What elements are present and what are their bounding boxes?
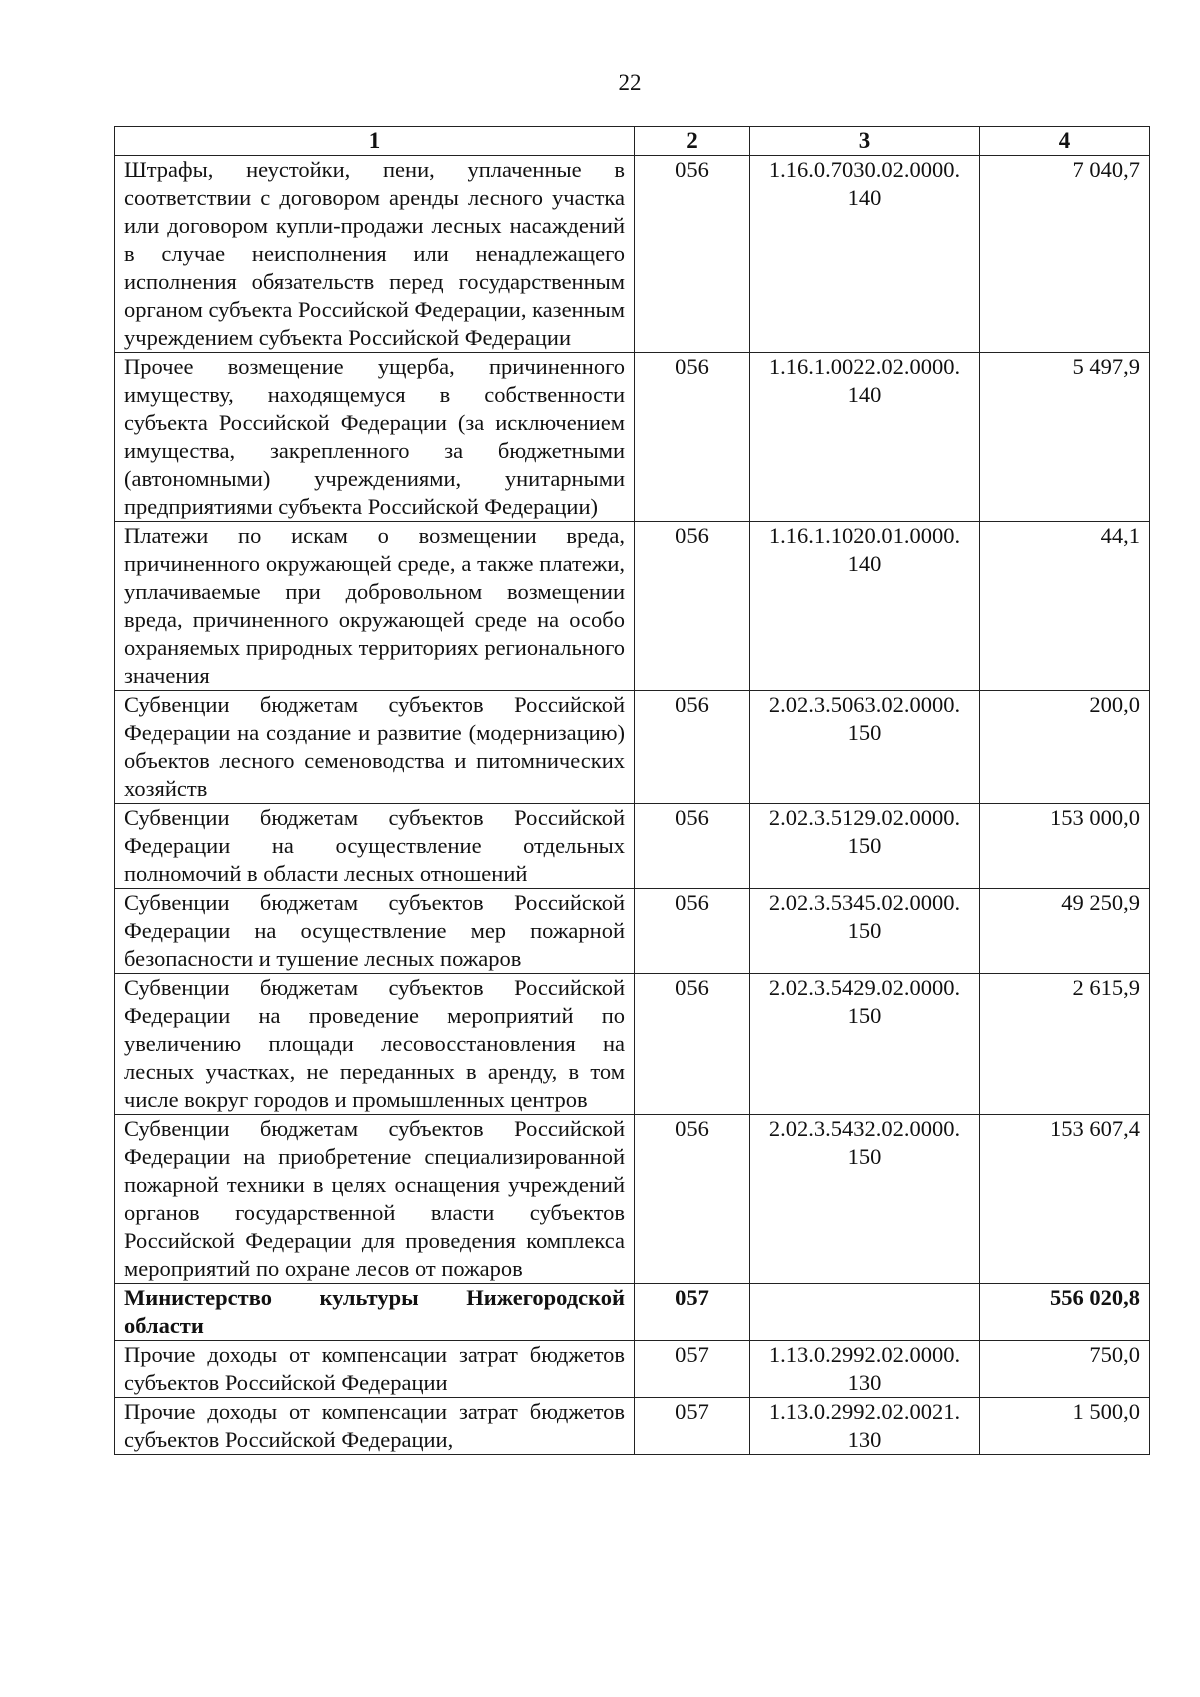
- row-kbk-code: [750, 1398, 980, 1455]
- kbk-line-1: 1.16.0.7030.02.0000.: [768, 157, 961, 182]
- kbk-line-2: 150: [847, 1003, 882, 1028]
- row-kbk-code: [750, 804, 980, 889]
- table-row: [115, 353, 1150, 522]
- kbk-line-2: 150: [847, 918, 882, 943]
- row-amount: 556 020,8: [980, 1284, 1150, 1341]
- row-kbk-code: [750, 156, 980, 353]
- row-name: Субвенции бюджетам субъектов Российской Федерации на осуществление мер пожарной безопасности и тушение лесных пожаров: [115, 889, 635, 974]
- table-row: [115, 804, 1150, 889]
- kbk-line-1: 2.02.3.5063.02.0000.: [768, 692, 961, 717]
- table-row: [115, 1341, 1150, 1398]
- kbk-line-1: 1.13.0.2992.02.0000.: [768, 1342, 961, 1367]
- kbk-line-1: 1.16.1.0022.02.0000.: [768, 354, 961, 379]
- table-row: [115, 974, 1150, 1115]
- row-amount: 7 040,7: [980, 156, 1150, 353]
- table-row: [115, 156, 1150, 353]
- row-admin-code: 056: [635, 691, 750, 804]
- row-name: Прочее возмещение ущерба, причиненного имуществу, находящемуся в собственности субъекта Российской Федерации (за исключением имущества, закрепленного за бюджетными (автономными) учреждениями, унитарными предприятиями субъекта Российской Федерации): [115, 353, 635, 522]
- row-admin-code: 057: [635, 1284, 750, 1341]
- row-admin-code: 056: [635, 1115, 750, 1284]
- revenue-table: [114, 126, 1150, 1455]
- row-amount: 750,0: [980, 1341, 1150, 1398]
- kbk-line-2: 140: [847, 551, 882, 576]
- row-name: Министерство культуры Нижегородской области: [115, 1284, 635, 1341]
- row-name: Прочие доходы от компенсации затрат бюджетов субъектов Российской Федерации: [115, 1341, 635, 1398]
- kbk-line-2: 140: [847, 185, 882, 210]
- kbk-line-2: 130: [847, 1370, 882, 1395]
- row-kbk-code: [750, 353, 980, 522]
- column-header-amount: 4: [980, 127, 1150, 156]
- table-row: [115, 1398, 1150, 1455]
- column-header-name: 1: [115, 127, 635, 156]
- row-amount: 153 000,0: [980, 804, 1150, 889]
- table-header-row: [115, 127, 1150, 156]
- table-row: [115, 889, 1150, 974]
- row-kbk-code: [750, 1115, 980, 1284]
- row-admin-code: 056: [635, 804, 750, 889]
- row-amount: 1 500,0: [980, 1398, 1150, 1455]
- kbk-line-2: 150: [847, 720, 882, 745]
- row-kbk-code: [750, 1284, 980, 1341]
- kbk-line-2: 150: [847, 1144, 882, 1169]
- table-row: [115, 1284, 1150, 1341]
- kbk-line-1: 1.13.0.2992.02.0021.: [768, 1399, 961, 1424]
- row-admin-code: 056: [635, 353, 750, 522]
- row-amount: 44,1: [980, 522, 1150, 691]
- row-amount: 5 497,9: [980, 353, 1150, 522]
- row-amount: 49 250,9: [980, 889, 1150, 974]
- table-body: [115, 156, 1150, 1455]
- column-header-kbk: 3: [750, 127, 980, 156]
- row-admin-code: 056: [635, 889, 750, 974]
- kbk-line-1: 1.16.1.1020.01.0000.: [768, 523, 961, 548]
- row-name: Субвенции бюджетам субъектов Российской Федерации на создание и развитие (модернизацию) объектов лесного семеноводства и питомнических хозяйств: [115, 691, 635, 804]
- row-admin-code: 056: [635, 522, 750, 691]
- row-amount: 2 615,9: [980, 974, 1150, 1115]
- kbk-line-2: 150: [847, 833, 882, 858]
- row-kbk-code: [750, 889, 980, 974]
- row-name: Прочие доходы от компенсации затрат бюджетов субъектов Российской Федерации,: [115, 1398, 635, 1455]
- row-kbk-code: [750, 691, 980, 804]
- kbk-line-1: 2.02.3.5129.02.0000.: [768, 805, 961, 830]
- kbk-line-1: 2.02.3.5429.02.0000.: [768, 975, 961, 1000]
- table-row: [115, 691, 1150, 804]
- row-admin-code: 056: [635, 974, 750, 1115]
- kbk-line-1: 2.02.3.5345.02.0000.: [768, 890, 961, 915]
- row-name: Субвенции бюджетам субъектов Российской Федерации на проведение мероприятий по увеличению площади лесовосстановления на лесных участках, не переданных в аренду, в том числе вокруг городов и промышленных центров: [115, 974, 635, 1115]
- row-name: Субвенции бюджетам субъектов Российской Федерации на осуществление отдельных полномочий в области лесных отношений: [115, 804, 635, 889]
- table-row: [115, 1115, 1150, 1284]
- row-name: Субвенции бюджетам субъектов Российской Федерации на приобретение специализированной пожарной техники в целях оснащения учреждений органов государственной власти субъектов Российской Федерации для проведения комплекса мероприятий по охране лесов от пожаров: [115, 1115, 635, 1284]
- row-amount: 200,0: [980, 691, 1150, 804]
- row-admin-code: 057: [635, 1398, 750, 1455]
- row-admin-code: 057: [635, 1341, 750, 1398]
- column-header-code: 2: [635, 127, 750, 156]
- row-admin-code: 056: [635, 156, 750, 353]
- row-kbk-code: [750, 522, 980, 691]
- page-number: 22: [618, 70, 642, 95]
- kbk-line-2: 140: [847, 382, 882, 407]
- row-kbk-code: [750, 974, 980, 1115]
- kbk-line-2: 130: [847, 1427, 882, 1452]
- row-amount: 153 607,4: [980, 1115, 1150, 1284]
- table-row: [115, 522, 1150, 691]
- row-name: Штрафы, неустойки, пени, уплаченные в соответствии с договором аренды лесного участка или договором купли-продажи лесных насаждений в случае неисполнения или ненадлежащего исполнения обязательств перед государственным органом субъекта Российской Федерации, казенным учреждением субъекта Российской Федерации: [115, 156, 635, 353]
- row-name: Платежи по искам о возмещении вреда, причиненного окружающей среде, а также платежи, уплачиваемые при добровольном возмещении вреда, причиненного окружающей среде на особо охраняемых природных территориях регионального значения: [115, 522, 635, 691]
- kbk-line-1: 2.02.3.5432.02.0000.: [768, 1116, 961, 1141]
- row-kbk-code: [750, 1341, 980, 1398]
